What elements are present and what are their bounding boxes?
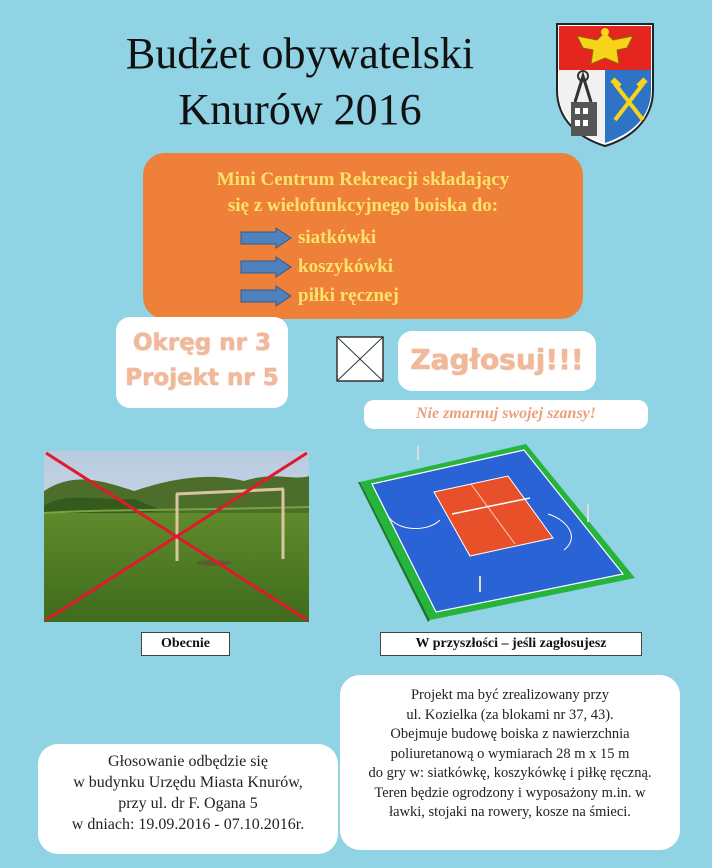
current-caption: Obecnie: [141, 632, 230, 656]
detail-line: ławki, stojaki na rowery, kosze na śmieci.: [389, 804, 631, 820]
arrow-right-icon: [240, 256, 292, 278]
checked-box-icon: [336, 336, 384, 382]
voting-line: przy ul. dr F. Ogana 5: [118, 795, 258, 812]
sport-label: koszykówki: [298, 256, 394, 277]
project-summary-text: [143, 167, 583, 219]
future-pitch-render: [358, 442, 636, 622]
voting-line: w budynku Urzędu Miasta Knurów,: [73, 774, 303, 791]
project-details-text: [344, 686, 676, 823]
detail-line: do gry w: siatkówkę, koszykówkę i piłkę ręczną.: [368, 765, 652, 781]
district-number: Okręg nr 3: [133, 330, 271, 356]
detail-line: poliuretanową o wymiarach 28 m x 15 m: [390, 745, 630, 762]
voting-line: w dniach: 19.09.2016 - 07.10.2016r.: [71, 816, 305, 833]
summary-line-2: się z wielofunkcyjnego boiska do:: [227, 195, 499, 216]
voting-info-text: [38, 751, 338, 835]
sport-item: [240, 284, 399, 308]
sport-label: siatkówki: [298, 227, 377, 248]
project-number: Projekt nr 5: [125, 365, 279, 391]
title-line-1: Budżet obywatelski: [125, 29, 475, 78]
title-line-2: Knurów 2016: [178, 85, 422, 134]
arrow-right-icon: [240, 285, 292, 307]
current-field-photo: [44, 451, 309, 622]
knurow-coat-of-arms-icon: [553, 20, 657, 148]
slogan-text: Nie zmarnuj swojej szansy!: [415, 405, 597, 422]
arrow-right-icon: [240, 227, 292, 249]
voting-line: Głosowanie odbędzie się: [108, 753, 268, 770]
project-id-text: [116, 326, 288, 396]
page-title: [60, 26, 540, 138]
sport-label: piłki ręcznej: [298, 285, 399, 306]
sport-item: [240, 226, 376, 250]
detail-line: Teren będzie ogrodzony i wyposażony m.in. w: [374, 784, 646, 801]
summary-line-1: Mini Centrum Rekreacji składający: [216, 169, 510, 190]
sport-item: [240, 255, 393, 279]
detail-line: ul. Kozielka (za blokami nr 37, 43).: [406, 706, 614, 723]
detail-line: Obejmuje budowę boiska z nawierzchnia: [390, 726, 630, 742]
vote-callout-text: Zagłosuj!!!: [410, 343, 584, 376]
detail-line: Projekt ma być zrealizowany przy: [410, 687, 610, 703]
future-caption: W przyszłości – jeśli zagłosujesz: [380, 632, 642, 656]
